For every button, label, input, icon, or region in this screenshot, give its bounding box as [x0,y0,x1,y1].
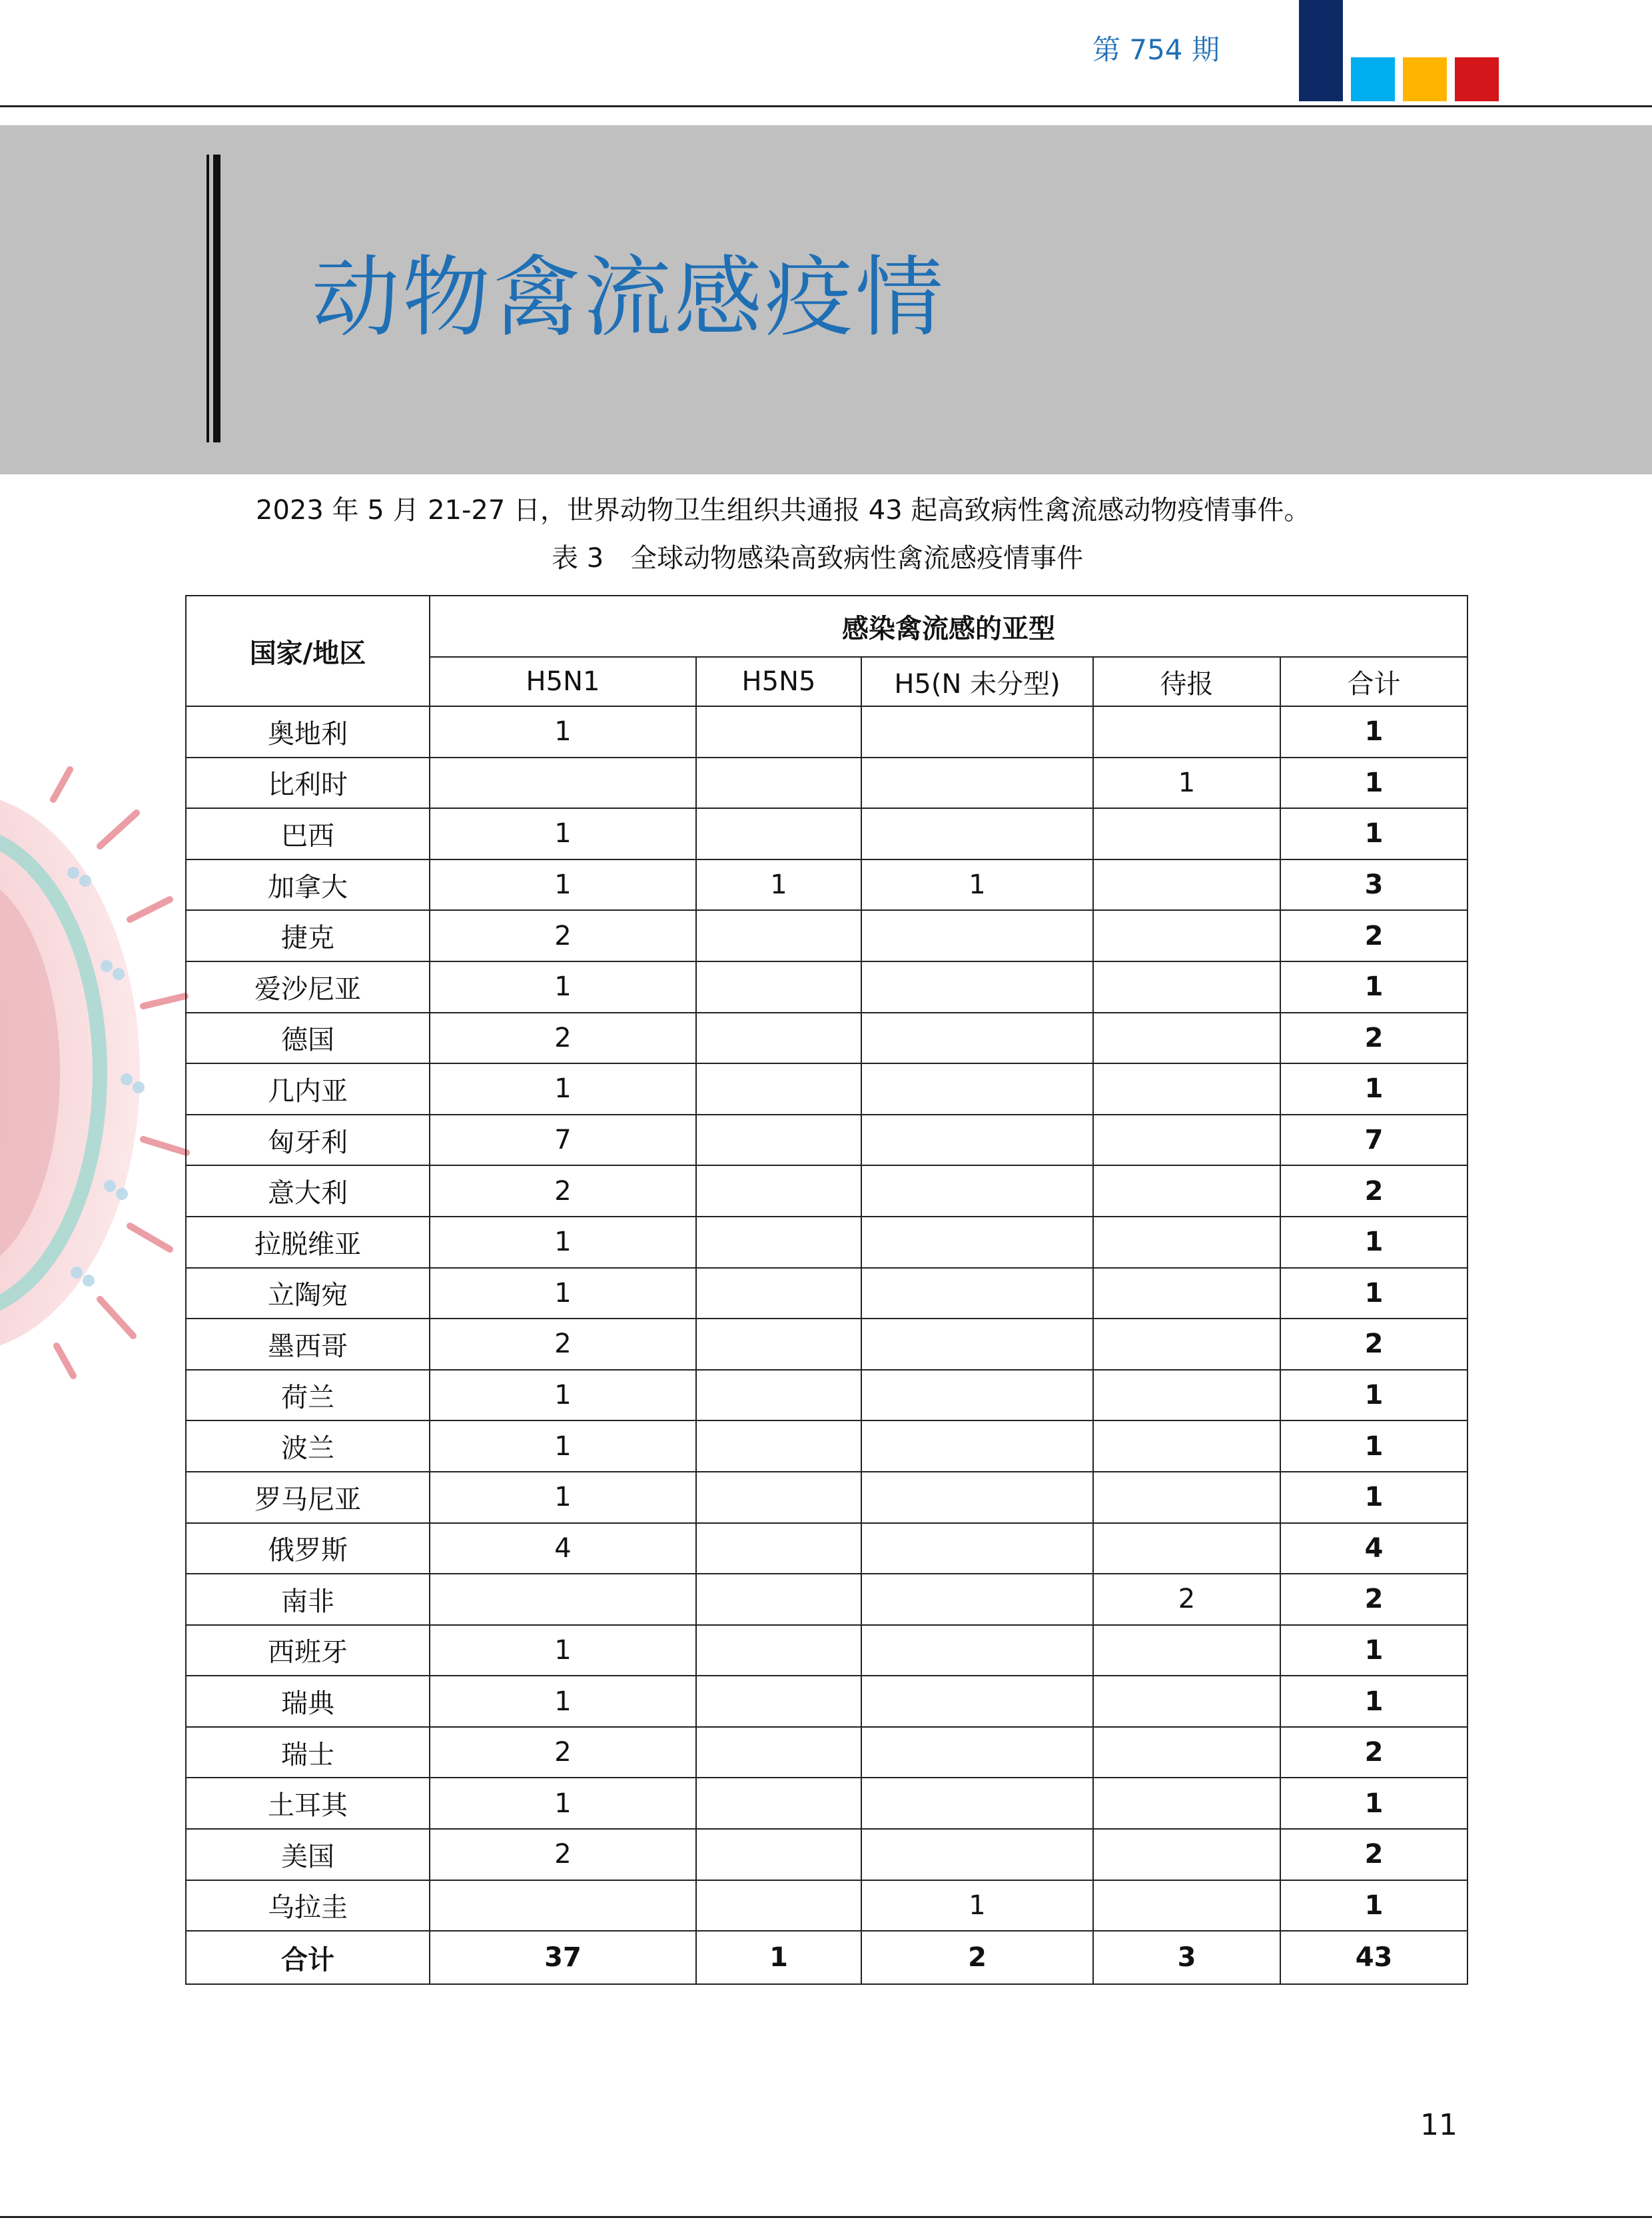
country-cell: 瑞士 [186,1727,430,1778]
count-cell: 2 [1093,1574,1280,1625]
count-cell [861,1778,1093,1829]
count-cell [430,1880,696,1932]
count-cell: 1 [430,1472,696,1523]
table-row [186,1829,1467,1880]
count-cell [696,1370,861,1421]
table-row [186,1676,1467,1727]
count-cell [696,1829,861,1880]
count-cell [1093,1063,1280,1115]
row-total-cell: 1 [1280,1472,1467,1523]
subtype-header: 合计 [1280,657,1467,706]
count-cell [696,706,861,758]
subtype-header: H5N5 [696,657,861,706]
row-total-cell: 1 [1280,1063,1467,1115]
row-total-cell: 1 [1280,1370,1467,1421]
table-header-row [186,596,1467,657]
table-row [186,1523,1467,1574]
table-row [186,1574,1467,1625]
count-cell: 1 [861,1880,1093,1932]
row-total-cell: 2 [1280,1013,1467,1064]
intro-paragraph: 2023 年 5 月 21-27 日，世界动物卫生组织共通报 43 起高致病性禽流感动物疫情事件。 [256,495,1311,526]
table-row [186,1165,1467,1217]
count-cell [1093,1676,1280,1727]
country-cell: 巴西 [186,808,430,859]
table-row [186,1370,1467,1421]
country-cell: 比利时 [186,758,430,809]
row-total-cell: 1 [1280,808,1467,859]
count-cell [696,1625,861,1676]
count-cell: 1 [861,859,1093,911]
count-cell [696,1217,861,1268]
table-row [186,1319,1467,1370]
count-cell: 1 [430,1676,696,1727]
table-row [186,808,1467,859]
row-total-cell: 1 [1280,1880,1467,1932]
table-row [186,1472,1467,1523]
banner-accent-thick [213,155,220,442]
table-row [186,961,1467,1013]
count-cell [861,1319,1093,1370]
count-cell [1093,1268,1280,1319]
count-cell [696,1880,861,1932]
logo-cyan-square [1351,57,1395,101]
count-cell [696,1115,861,1166]
table-row [186,1268,1467,1319]
count-cell: 1 [430,706,696,758]
country-cell: 意大利 [186,1165,430,1217]
count-cell: 2 [430,910,696,961]
table-row [186,1880,1467,1932]
total-cell: 37 [430,1931,696,1984]
row-total-cell: 1 [1280,706,1467,758]
count-cell [696,1523,861,1574]
count-cell: 1 [430,859,696,911]
count-cell [1093,1625,1280,1676]
count-cell [1093,706,1280,758]
count-cell [696,1319,861,1370]
total-row [186,1931,1467,1984]
country-cell: 美国 [186,1829,430,1880]
subtype-header: H5(N 未分型) [861,657,1093,706]
count-cell [861,1676,1093,1727]
count-cell: 2 [430,1829,696,1880]
count-cell [1093,1370,1280,1421]
count-cell: 1 [430,1778,696,1829]
count-cell [1093,1217,1280,1268]
country-cell: 荷兰 [186,1370,430,1421]
table-row [186,1115,1467,1166]
count-cell [861,1217,1093,1268]
table-row [186,758,1467,809]
count-cell [696,808,861,859]
count-cell [1093,808,1280,859]
total-cell: 3 [1093,1931,1280,1984]
subtype-header: H5N1 [430,657,696,706]
header-rule [0,105,1652,107]
total-cell: 1 [696,1931,861,1984]
count-cell [861,1165,1093,1217]
outbreak-table [185,595,1468,1985]
count-cell [1093,1319,1280,1370]
row-total-cell: 3 [1280,859,1467,911]
count-cell: 4 [430,1523,696,1574]
count-cell: 1 [430,808,696,859]
count-cell [861,1420,1093,1472]
row-total-cell: 1 [1280,1625,1467,1676]
country-cell: 南非 [186,1574,430,1625]
row-total-cell: 1 [1280,961,1467,1013]
table-row [186,1217,1467,1268]
subtype-group-header: 感染禽流感的亚型 [430,596,1467,657]
country-cell: 捷克 [186,910,430,961]
count-cell [861,1523,1093,1574]
count-cell [1093,1778,1280,1829]
count-cell: 1 [430,1217,696,1268]
count-cell [1093,1165,1280,1217]
count-cell: 1 [696,859,861,911]
row-total-cell: 2 [1280,1574,1467,1625]
count-cell [1093,910,1280,961]
row-total-cell: 1 [1280,1676,1467,1727]
row-total-cell: 1 [1280,758,1467,809]
count-cell [696,1420,861,1472]
count-cell: 1 [430,1420,696,1472]
count-cell [1093,1115,1280,1166]
count-cell [861,808,1093,859]
logo-navy-block [1299,0,1343,101]
count-cell [1093,1420,1280,1472]
table-caption: 表 3 全球动物感染高致病性禽流感疫情事件 [552,543,1084,574]
count-cell: 7 [430,1115,696,1166]
row-total-cell: 2 [1280,910,1467,961]
count-cell [861,758,1093,809]
count-cell [861,961,1093,1013]
row-total-cell: 1 [1280,1268,1467,1319]
count-cell [1093,1727,1280,1778]
count-cell [1093,961,1280,1013]
country-cell: 爱沙尼亚 [186,961,430,1013]
footer-rule [0,2216,1652,2218]
count-cell [861,706,1093,758]
count-cell [1093,1472,1280,1523]
count-cell: 1 [430,1625,696,1676]
count-cell [861,1013,1093,1064]
count-cell: 2 [430,1165,696,1217]
count-cell [1093,1880,1280,1932]
country-cell: 德国 [186,1013,430,1064]
country-cell: 拉脱维亚 [186,1217,430,1268]
count-cell: 1 [430,1063,696,1115]
count-cell [861,1063,1093,1115]
country-cell: 立陶宛 [186,1268,430,1319]
count-cell [861,1268,1093,1319]
count-cell: 1 [430,1370,696,1421]
banner-accent-thin [206,155,209,442]
count-cell [696,1268,861,1319]
count-cell [1093,1523,1280,1574]
count-cell [861,910,1093,961]
count-cell [696,961,861,1013]
count-cell [696,1727,861,1778]
count-cell [696,1676,861,1727]
table-row [186,1420,1467,1472]
country-cell: 几内亚 [186,1063,430,1115]
country-column-header: 国家/地区 [186,596,430,706]
count-cell [696,1472,861,1523]
country-cell: 瑞典 [186,1676,430,1727]
count-cell [861,1829,1093,1880]
country-cell: 波兰 [186,1420,430,1472]
count-cell [696,1574,861,1625]
table-row [186,1727,1467,1778]
country-cell: 乌拉圭 [186,1880,430,1932]
table-row [186,859,1467,911]
count-cell [861,1625,1093,1676]
table-row [186,1013,1467,1064]
country-cell: 罗马尼亚 [186,1472,430,1523]
count-cell: 2 [430,1727,696,1778]
table-row [186,706,1467,758]
count-cell: 1 [430,961,696,1013]
logo-yellow-square [1403,57,1447,101]
row-total-cell: 2 [1280,1319,1467,1370]
count-cell [696,1165,861,1217]
row-total-cell: 2 [1280,1727,1467,1778]
table-row [186,1778,1467,1829]
issue-number: 第 754 期 [1092,33,1220,66]
count-cell: 2 [430,1013,696,1064]
row-total-cell: 1 [1280,1778,1467,1829]
count-cell [696,1778,861,1829]
count-cell [430,1574,696,1625]
page-number: 11 [1420,2108,1457,2142]
count-cell: 1 [430,1268,696,1319]
row-total-cell: 1 [1280,1420,1467,1472]
count-cell [1093,1013,1280,1064]
country-cell: 奥地利 [186,706,430,758]
row-total-cell: 4 [1280,1523,1467,1574]
count-cell [861,1727,1093,1778]
row-total-cell: 1 [1280,1217,1467,1268]
count-cell: 1 [1093,758,1280,809]
table-row [186,1063,1467,1115]
count-cell [696,1063,861,1115]
logo-red-square [1455,57,1499,101]
country-cell: 土耳其 [186,1778,430,1829]
table-row [186,910,1467,961]
count-cell [861,1472,1093,1523]
virus-illustration [0,766,193,1379]
count-cell [430,758,696,809]
row-total-cell: 2 [1280,1829,1467,1880]
country-cell: 西班牙 [186,1625,430,1676]
count-cell [861,1370,1093,1421]
country-cell: 俄罗斯 [186,1523,430,1574]
total-label: 合计 [186,1931,430,1984]
row-total-cell: 2 [1280,1165,1467,1217]
count-cell: 2 [430,1319,696,1370]
country-cell: 墨西哥 [186,1319,430,1370]
count-cell [861,1115,1093,1166]
country-cell: 匈牙利 [186,1115,430,1166]
total-cell: 43 [1280,1931,1467,1984]
country-cell: 加拿大 [186,859,430,911]
total-cell: 2 [861,1931,1093,1984]
table-row [186,1625,1467,1676]
row-total-cell: 7 [1280,1115,1467,1166]
subtype-header: 待报 [1093,657,1280,706]
section-title: 动物禽流感疫情 [312,247,946,349]
count-cell [696,910,861,961]
count-cell [1093,859,1280,911]
count-cell [1093,1829,1280,1880]
count-cell [696,1013,861,1064]
count-cell [696,758,861,809]
count-cell [861,1574,1093,1625]
